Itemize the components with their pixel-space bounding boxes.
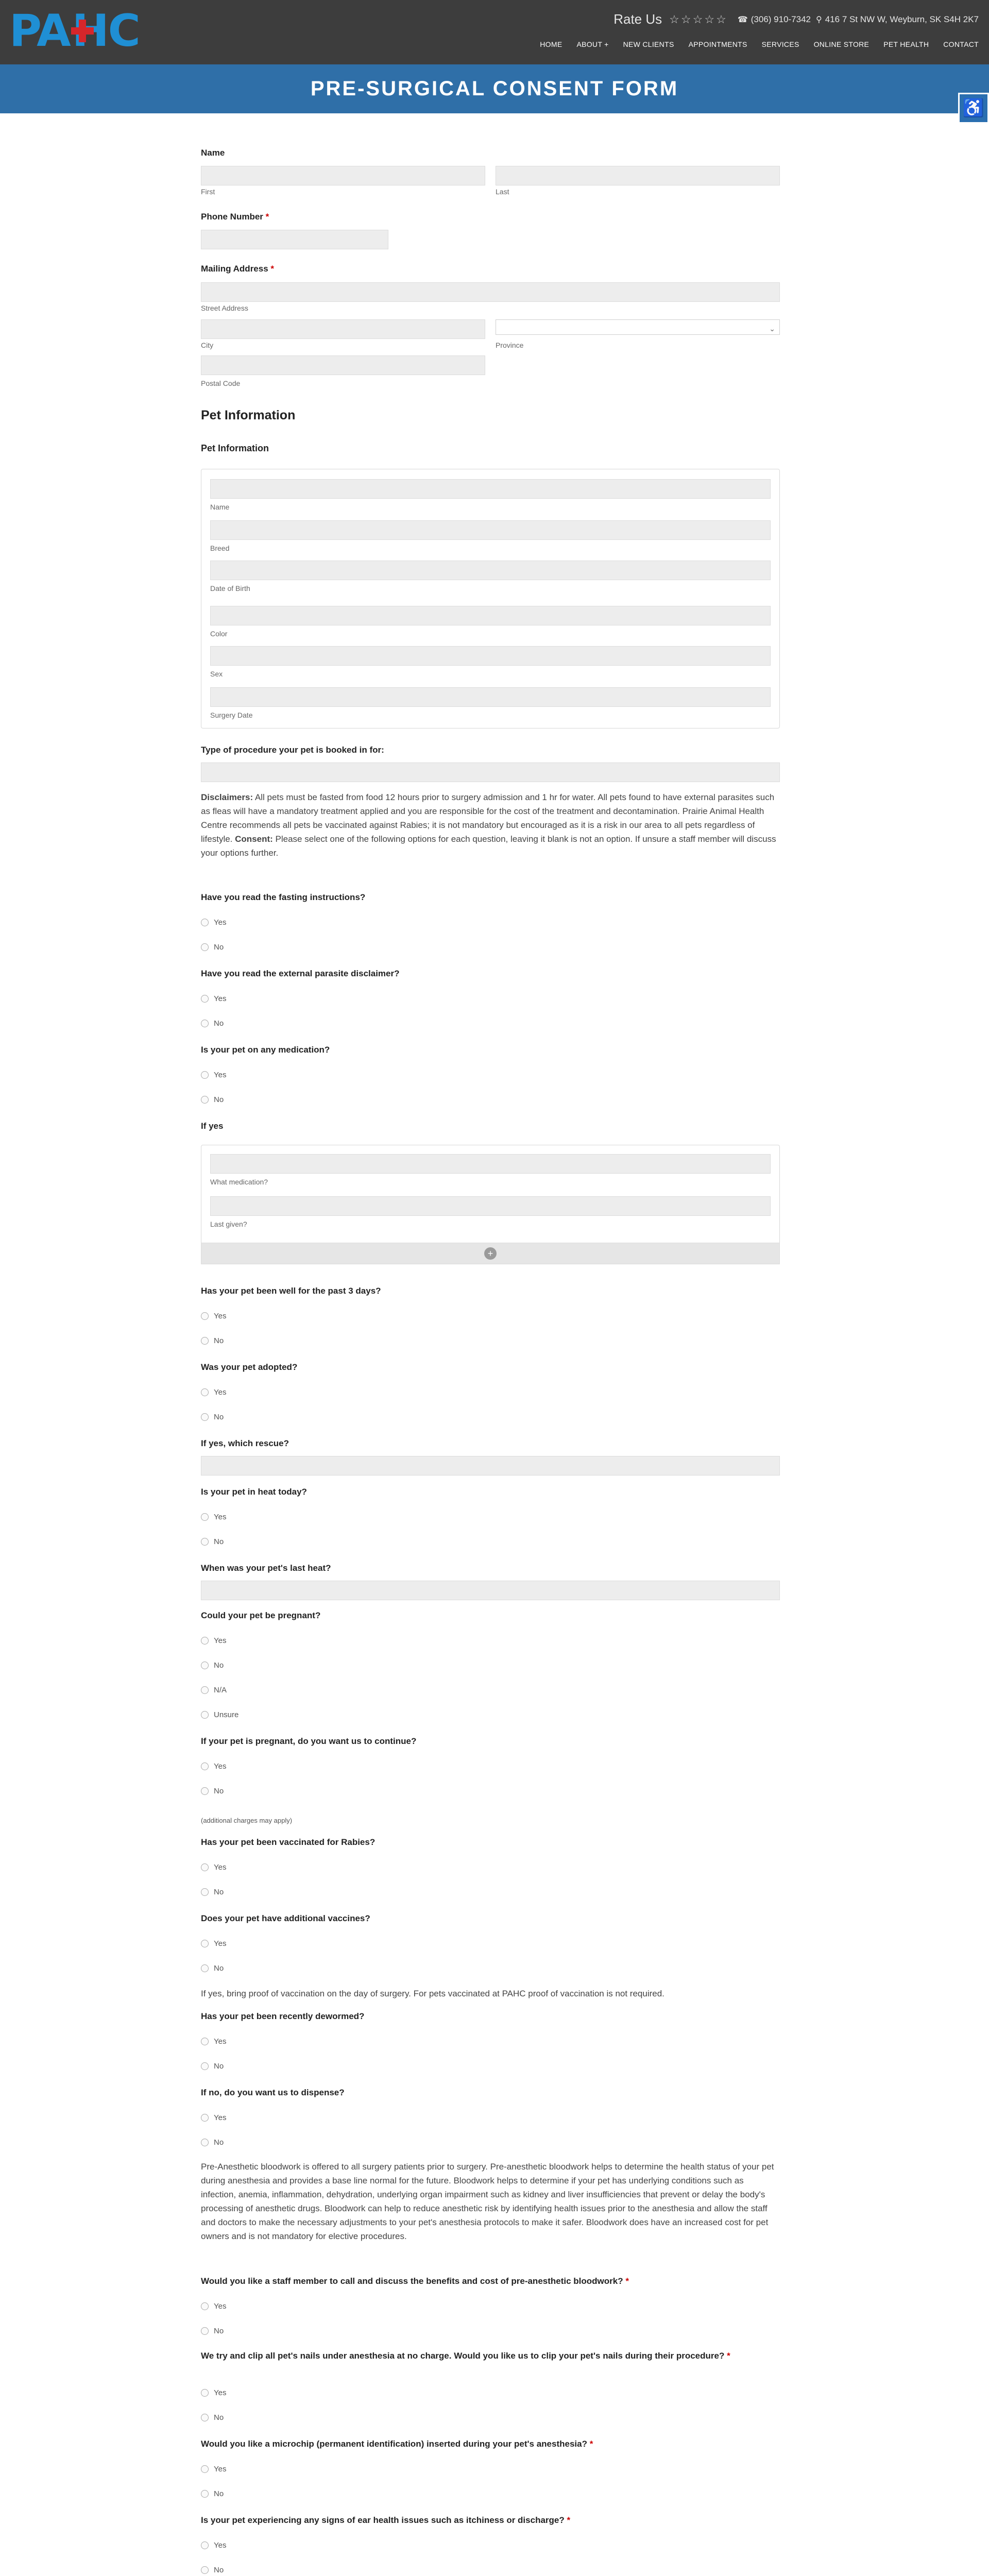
dewormed-no-radio[interactable]: No	[201, 2062, 224, 2071]
star-icon[interactable]: ☆	[669, 12, 679, 26]
pet-name-input[interactable]	[210, 479, 771, 499]
what-medication-label: What medication?	[210, 1178, 268, 1186]
ear-no-radio[interactable]: No	[201, 2566, 224, 2574]
continue-yes-radio[interactable]: Yes	[201, 1762, 226, 1771]
street-address-label: Street Address	[201, 304, 248, 312]
disclaimer-paragraph: Disclaimers: All pets must be fasted from food 12 hours prior to surgery admission and 1 hr for water. All pets found to have external parasites such as fleas will have a mandatory treatment applied and you are responsible for the cost of the treatment and decontamination. Prairie Animal Health Centre recommends all pets be vaccinated against Rabies; it is not mandatory but encouraged as it is a risk in our area to all pets regardless of lifestyle. Consent: Please select one of the following options for each question, leaving it blank is not an option. If unsure a staff member will discuss your options further.	[201, 792, 776, 858]
nails-yes-radio[interactable]: Yes	[201, 2388, 226, 2397]
rescue-input[interactable]	[201, 1456, 780, 1476]
first-label: First	[201, 188, 215, 196]
parasite-no-radio[interactable]: No	[201, 1019, 224, 1028]
star-icon[interactable]: ☆	[704, 12, 715, 26]
star-icon[interactable]: ☆	[716, 12, 726, 26]
phone-number-label: Phone Number *	[201, 212, 269, 222]
pet-name-label: Name	[210, 503, 230, 511]
logo-text-right: HC	[72, 5, 140, 57]
breed-input[interactable]	[210, 520, 771, 540]
rabies-no-radio[interactable]: No	[201, 1888, 224, 1896]
parasite-question: Have you read the external parasite disclaimer?	[201, 969, 400, 978]
province-label: Province	[496, 341, 524, 349]
ear-question: Is your pet experiencing any signs of ear health issues such as itchiness or discharge? *	[201, 2515, 571, 2525]
pregnant-na-radio[interactable]: N/A	[201, 1686, 227, 1694]
microchip-yes-radio[interactable]: Yes	[201, 2465, 226, 2473]
site-logo[interactable]	[9, 5, 140, 57]
postal-code-input[interactable]	[201, 355, 485, 375]
procedure-input[interactable]	[201, 762, 780, 782]
nav-services[interactable]: SERVICES	[761, 40, 799, 48]
star-icon[interactable]: ☆	[680, 12, 691, 26]
heat-yes-radio[interactable]: Yes	[201, 1513, 226, 1521]
well-no-radio[interactable]: No	[201, 1336, 224, 1345]
mailing-address-label: Mailing Address *	[201, 264, 275, 274]
well-yes-radio[interactable]: Yes	[201, 1312, 226, 1320]
header-address[interactable]	[816, 14, 979, 25]
nails-no-radio[interactable]: No	[201, 2413, 224, 2422]
logo-text-left: PA	[9, 5, 70, 57]
continue-note: (additional charges may apply)	[201, 1817, 293, 1824]
postal-code-label: Postal Code	[201, 379, 241, 387]
rescue-question: If yes, which rescue?	[201, 1438, 289, 1448]
vaccines-no-radio[interactable]: No	[201, 1964, 224, 1973]
last-name-input[interactable]	[496, 166, 780, 185]
bloodwork-question: Would you like a staff member to call and discuss the benefits and cost of pre-anesthetic bloodwork? *	[201, 2276, 629, 2286]
dewormed-question: Has your pet been recently dewormed?	[201, 2011, 365, 2021]
color-input[interactable]	[210, 606, 771, 625]
nav-home[interactable]: HOME	[540, 40, 562, 48]
microchip-no-radio[interactable]: No	[201, 2489, 224, 2498]
vaccines-yes-radio[interactable]: Yes	[201, 1939, 226, 1948]
dispense-no-radio[interactable]: No	[201, 2138, 224, 2147]
pregnant-yes-radio[interactable]: Yes	[201, 1636, 226, 1645]
last-given-input[interactable]	[210, 1196, 771, 1216]
microchip-question: Would you like a microchip (permanent identification) inserted during your pet's anesthesia? *	[201, 2439, 593, 2449]
date-of-birth-label: Date of Birth	[210, 584, 250, 592]
name-label: Name	[201, 148, 225, 158]
add-icon[interactable]: +	[484, 1247, 497, 1260]
bloodwork-no-radio[interactable]: No	[201, 2327, 224, 2335]
fasting-yes-radio[interactable]: Yes	[201, 918, 226, 927]
dispense-yes-radio[interactable]: Yes	[201, 2113, 226, 2122]
pet-information-title: Pet Information	[201, 408, 296, 422]
bloodwork-yes-radio[interactable]: Yes	[201, 2302, 226, 2311]
vaccines-question: Does your pet have additional vaccines?	[201, 1913, 370, 1923]
ear-yes-radio[interactable]: Yes	[201, 2541, 226, 2550]
if-yes-label: If yes	[201, 1121, 224, 1131]
nav-contact[interactable]: CONTACT	[943, 40, 979, 48]
last-heat-question: When was your pet's last heat?	[201, 1563, 331, 1573]
header-phone-text: (306) 910-7342	[751, 14, 811, 24]
adopted-question: Was your pet adopted?	[201, 1362, 298, 1372]
parasite-yes-radio[interactable]: Yes	[201, 994, 226, 1003]
city-label: City	[201, 341, 214, 349]
pregnant-question: Could your pet be pregnant?	[201, 1611, 321, 1620]
first-name-input[interactable]	[201, 166, 485, 185]
nav-new-clients[interactable]: NEW CLIENTS	[623, 40, 674, 48]
pregnant-no-radio[interactable]: No	[201, 1661, 224, 1670]
surgery-date-input[interactable]	[210, 687, 771, 707]
map-pin-icon: ⚲	[816, 15, 822, 24]
nav-about[interactable]: ABOUT +	[576, 40, 609, 48]
province-select[interactable]	[496, 319, 780, 335]
adopted-yes-radio[interactable]: Yes	[201, 1388, 226, 1397]
rabies-yes-radio[interactable]: Yes	[201, 1863, 226, 1872]
vaccine-note: If yes, bring proof of vaccination on the day of surgery. For pets vaccinated at PAHC proof of vaccination is not required.	[201, 1989, 664, 1998]
nav-online-store[interactable]: ONLINE STORE	[813, 40, 869, 48]
continue-question: If your pet is pregnant, do you want us to continue?	[201, 1736, 417, 1746]
phone-number-input[interactable]	[201, 230, 388, 249]
color-label: Color	[210, 630, 228, 638]
medication-question: Is your pet on any medication?	[201, 1045, 330, 1055]
medication-yes-radio[interactable]: Yes	[201, 1071, 226, 1079]
rate-us-label[interactable]: Rate Us	[613, 11, 662, 27]
last-heat-input[interactable]	[201, 1581, 780, 1600]
accessibility-icon[interactable]: ♿	[958, 93, 989, 124]
sex-input[interactable]	[210, 646, 771, 666]
rabies-question: Has your pet been vaccinated for Rabies?	[201, 1837, 376, 1847]
page-title: PRE-SURGICAL CONSENT FORM	[310, 77, 679, 100]
adopted-no-radio[interactable]: No	[201, 1413, 224, 1421]
pregnant-unsure-radio[interactable]: Unsure	[201, 1710, 238, 1719]
nails-question: We try and clip all pet's nails under anesthesia at no charge. Would you like us to clip your pet's nails during their procedure? *	[201, 2351, 730, 2361]
what-medication-input[interactable]	[210, 1154, 771, 1174]
star-icon[interactable]: ☆	[692, 12, 703, 26]
street-address-input[interactable]	[201, 282, 780, 302]
surgery-date-label: Surgery Date	[210, 711, 253, 719]
last-given-label: Last given?	[210, 1220, 247, 1228]
heat-question: Is your pet in heat today?	[201, 1487, 307, 1497]
fasting-question: Have you read the fasting instructions?	[201, 892, 366, 902]
nav-appointments[interactable]: APPOINTMENTS	[688, 40, 747, 48]
last-label: Last	[496, 188, 509, 196]
consent-form	[201, 0, 780, 2576]
city-input[interactable]	[201, 319, 485, 339]
continue-no-radio[interactable]: No	[201, 1787, 224, 1795]
dispense-question: If no, do you want us to dispense?	[201, 2088, 345, 2097]
phone-icon: ☎	[737, 15, 748, 24]
medication-no-radio[interactable]: No	[201, 1095, 224, 1104]
procedure-label: Type of procedure your pet is booked in for:	[201, 745, 384, 755]
fasting-no-radio[interactable]: No	[201, 943, 224, 952]
date-of-birth-input[interactable]	[210, 561, 771, 580]
dewormed-yes-radio[interactable]: Yes	[201, 2037, 226, 2046]
pet-information-subtitle: Pet Information	[201, 443, 269, 453]
nav-pet-health[interactable]: PET HEALTH	[883, 40, 929, 48]
bloodwork-paragraph: Pre-Anesthetic bloodwork is offered to all surgery patients prior to surgery. Pre-anesthetic bloodwork helps to determine the health status of your pet during anesthesia and provides a base line normal for the future. Bloodwork helps to determine if your pet has underlying conditions such as infection, anemia, inflammation, dehydration, underlying organ impairment such as kidney and liver insufficiencies that prevent or delay the body's processing of anesthetic drugs. Bloodwork can help to reduce anesthetic risk by identifying health issues prior to the anesthesia and allow the staff and doctors to make the necessary adjustments to your pet's anesthesia protocols to make it safer. Bloodwork does have an increased cost for pet owners and is not mandatory for elective procedures.	[201, 2162, 774, 2241]
breed-label: Breed	[210, 544, 230, 552]
well-question: Has your pet been well for the past 3 days?	[201, 1286, 381, 1296]
header-address-text: 416 7 St NW W, Weyburn, SK S4H 2K7	[825, 14, 979, 24]
sex-label: Sex	[210, 670, 223, 678]
heat-no-radio[interactable]: No	[201, 1537, 224, 1546]
chevron-down-icon: ⌄	[769, 325, 775, 333]
